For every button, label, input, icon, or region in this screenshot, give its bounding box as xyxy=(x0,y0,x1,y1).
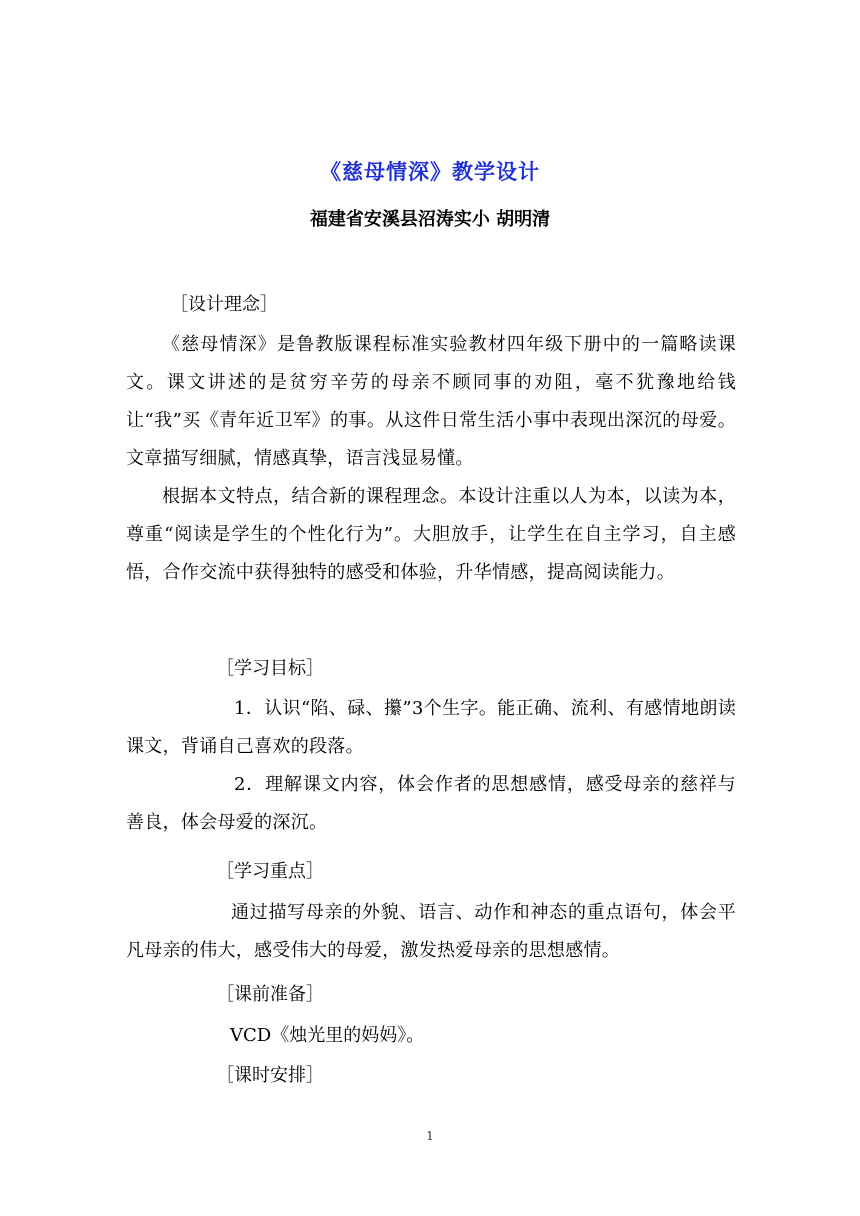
section-heading-key-points: ［学习重点］ xyxy=(216,861,324,882)
preparation-text: VCD《烛光里的妈妈》。 xyxy=(230,1025,425,1046)
key-points-para: 通过描写母亲的外貌、语言、动作和神态的重点语句，体会平凡母亲的伟大，感受伟大的母爱，激发热爱母亲的思想感情。 xyxy=(126,902,736,961)
design-concept-para-2: 根据本文特点，结合新的课程理念。本设计注重以人为本，以读为本，尊重“阅读是学生的个性化行为”。大胆放手，让学生在自主学习，自主感悟，合作交流中获得独特的感受和体验，升华情感，提高阅读能力。 xyxy=(126,486,736,583)
key-points-text xyxy=(126,894,736,970)
section-heading-schedule: ［课时安排］ xyxy=(216,1065,324,1086)
section-heading-design-concept: ［设计理念］ xyxy=(170,294,278,315)
learning-goals-text xyxy=(126,690,736,842)
design-concept-para-1: 《慈母情深》是鲁教版课程标准实验教材四年级下册中的一篇略读课文。课文讲述的是贫穷辛劳的母亲不顾同事的劝阻，毫不犹豫地给钱让“我”买《青年近卫军》的事。从这件日常生活小事中表现出深沉的母爱。文章描写细腻，情感真挚，语言浅显易懂。 xyxy=(126,334,736,469)
learning-goal-2: 2．理解课文内容，体会作者的思想感情，感受母亲的慈祥与善良，体会母爱的深沉。 xyxy=(126,774,736,833)
document-title: 《慈母情深》教学设计 xyxy=(320,160,540,184)
document-author: 福建省安溪县沼涛实小 胡明清 xyxy=(309,209,551,230)
design-concept-text xyxy=(126,326,736,592)
page-number: 1 xyxy=(426,1129,434,1143)
section-heading-preparation: ［课前准备］ xyxy=(216,984,324,1005)
section-heading-learning-goals: ［学习目标］ xyxy=(216,658,324,679)
learning-goal-1: 1．认识“陷、碌、攥”3个生字。能正确、流利、有感情地朗读课文，背诵自己喜欢的段落。 xyxy=(126,698,736,757)
